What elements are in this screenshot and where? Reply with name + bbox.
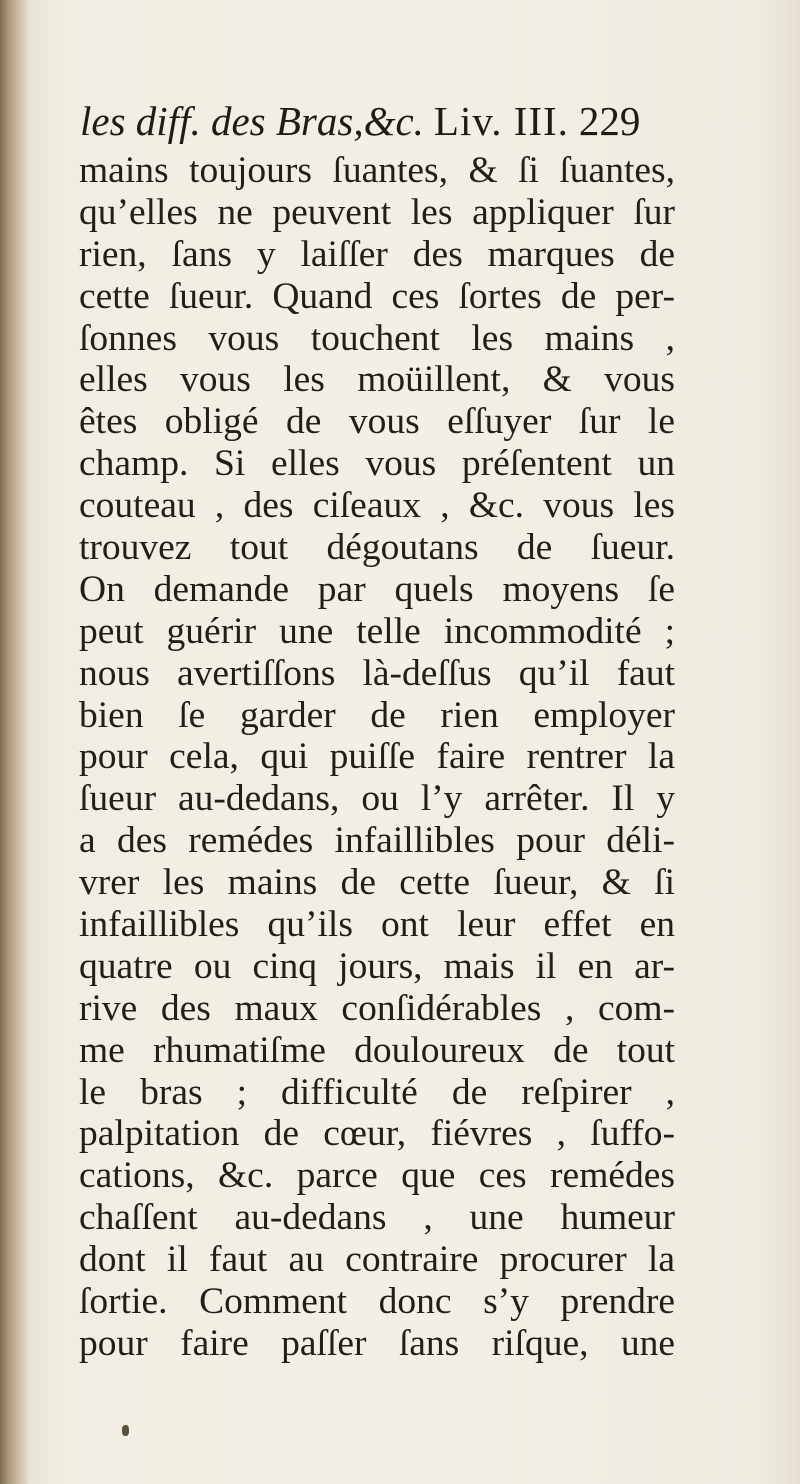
text-line: qu’elles ne peuvent les appliquer ſur <box>79 191 675 233</box>
ink-speck <box>122 1425 129 1436</box>
page-binding-shadow <box>0 0 30 1484</box>
text-line: êtes obligé de vous eſſuyer ſur le <box>79 401 675 443</box>
text-line: ſortie. Comment donc s’y prendre <box>79 1281 675 1323</box>
text-line: vrer les mains de cette ſueur, & ſi <box>79 862 675 904</box>
text-line: mains toujours ſuantes, & ſi ſuantes, <box>79 150 675 191</box>
text-line: pour cela, qui puiſſe faire rentrer la <box>79 736 675 778</box>
text-line: On demande par quels moyens ſe <box>79 568 675 610</box>
text-line: infaillibles qu’ils ont leur effet en <box>79 904 675 946</box>
text-line: ſonnes vous touchent les mains , <box>79 317 675 359</box>
text-line: le bras ; difficulté de reſpirer , <box>79 1071 675 1113</box>
text-line: palpitation de cœur, fiévres , ſuffo- <box>79 1113 675 1155</box>
text-line: peut guérir une telle incommodité ; <box>79 610 675 652</box>
text-line: ſueur au-dedans, ou l’y arrêter. Il y <box>79 778 675 820</box>
running-title: les diff. des Bras,&c. <box>80 98 424 144</box>
text-line: rien, ſans y laiſſer des marques de <box>79 233 675 275</box>
running-header <box>80 96 680 146</box>
text-line: quatre ou cinq jours, mais il en ar- <box>79 945 675 987</box>
text-line: pour faire paſſer ſans riſque, une <box>79 1322 675 1364</box>
page-number: 229 <box>578 98 641 144</box>
text-line: chaſſent au-dedans , une humeur <box>79 1197 675 1239</box>
text-line: a des remédes infaillibles pour déli- <box>79 820 675 862</box>
book-number: Liv. III. <box>433 98 569 144</box>
text-line: champ. Si elles vous préſentent un <box>79 443 675 485</box>
text-line: me rhumatiſme douloureux de tout <box>79 1029 675 1071</box>
text-line: rive des maux conſidérables , com- <box>79 987 675 1029</box>
body-text <box>79 150 675 1365</box>
text-line: elles vous les moüillent, & vous <box>79 359 675 401</box>
text-line: bien ſe garder de rien employer <box>79 694 675 736</box>
text-line: couteau , des ciſeaux , &c. vous les <box>79 485 675 527</box>
text-line: trouvez tout dégoutans de ſueur. <box>79 527 675 569</box>
text-line: dont il faut au contraire procurer la <box>79 1239 675 1281</box>
text-line: nous avertiſſons là-deſſus qu’il faut <box>79 652 675 694</box>
text-line: cette ſueur. Quand ces ſortes de per- <box>79 275 675 317</box>
text-line: cations, &c. parce que ces remédes <box>79 1155 675 1197</box>
